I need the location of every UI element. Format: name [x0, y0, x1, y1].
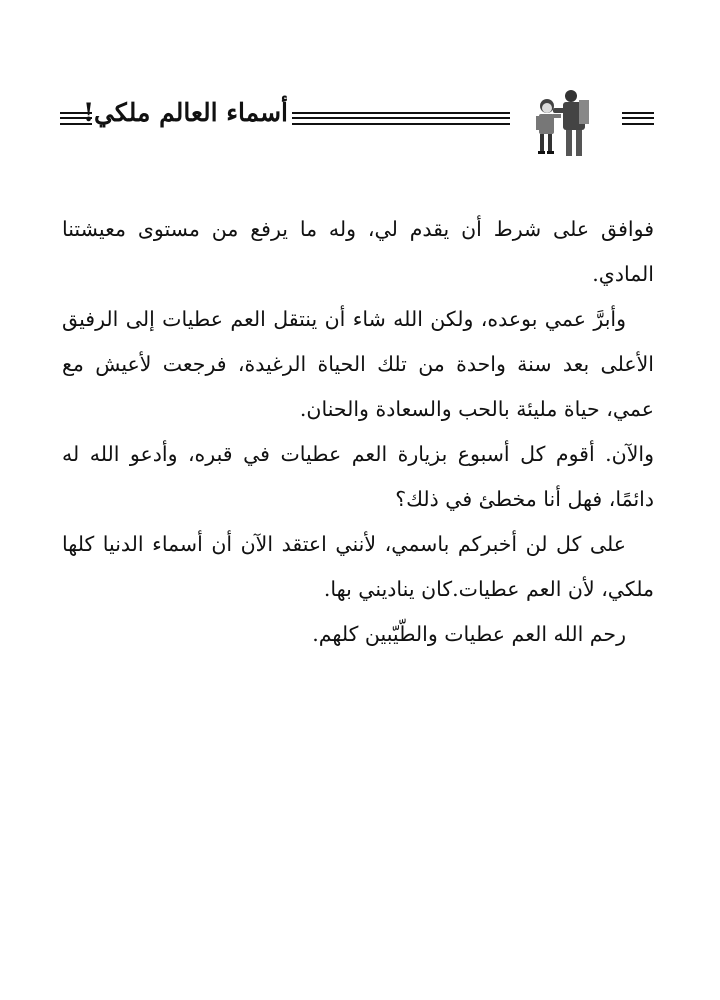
decorative-rule-left [60, 112, 92, 125]
paragraph: فوافق على شرط أن يقدم لي، وله ما يرفع من مستوى معيشتنا المادي. [62, 217, 654, 286]
decorative-rule-right [622, 112, 654, 125]
page-header [0, 84, 720, 156]
paragraph: رحم الله العم عطيات والطّيّبين كلهم. [312, 622, 626, 646]
paragraph: على كل لن أخبركم باسمي، لأنني اعتقد الآن أن أسماء الدنيا كلها ملكي، لأن العم عطيات.كان يناديني بها. [62, 532, 654, 601]
man-and-boy-illustration-icon [525, 84, 605, 158]
decorative-rule-middle [292, 112, 510, 125]
paragraph: وأبرَّ عمي بوعده، ولكن الله شاء أن ينتقل العم عطيات إلى الرفيق الأعلى بعد سنة واحدة من تلك الحياة الرغيدة، فرجعت لأعيش مع عمي، حياة مليئة بالحب والسعادة والحنان. [62, 307, 654, 421]
chapter-title: أسماء العالم ملكي! [83, 98, 288, 127]
chapter-body [62, 207, 654, 657]
paragraph: والآن. أقوم كل أسبوع بزيارة العم عطيات في قبره، وأدعو الله له دائمًا، فهل أنا مخطئ في ذلك؟ [62, 442, 654, 511]
